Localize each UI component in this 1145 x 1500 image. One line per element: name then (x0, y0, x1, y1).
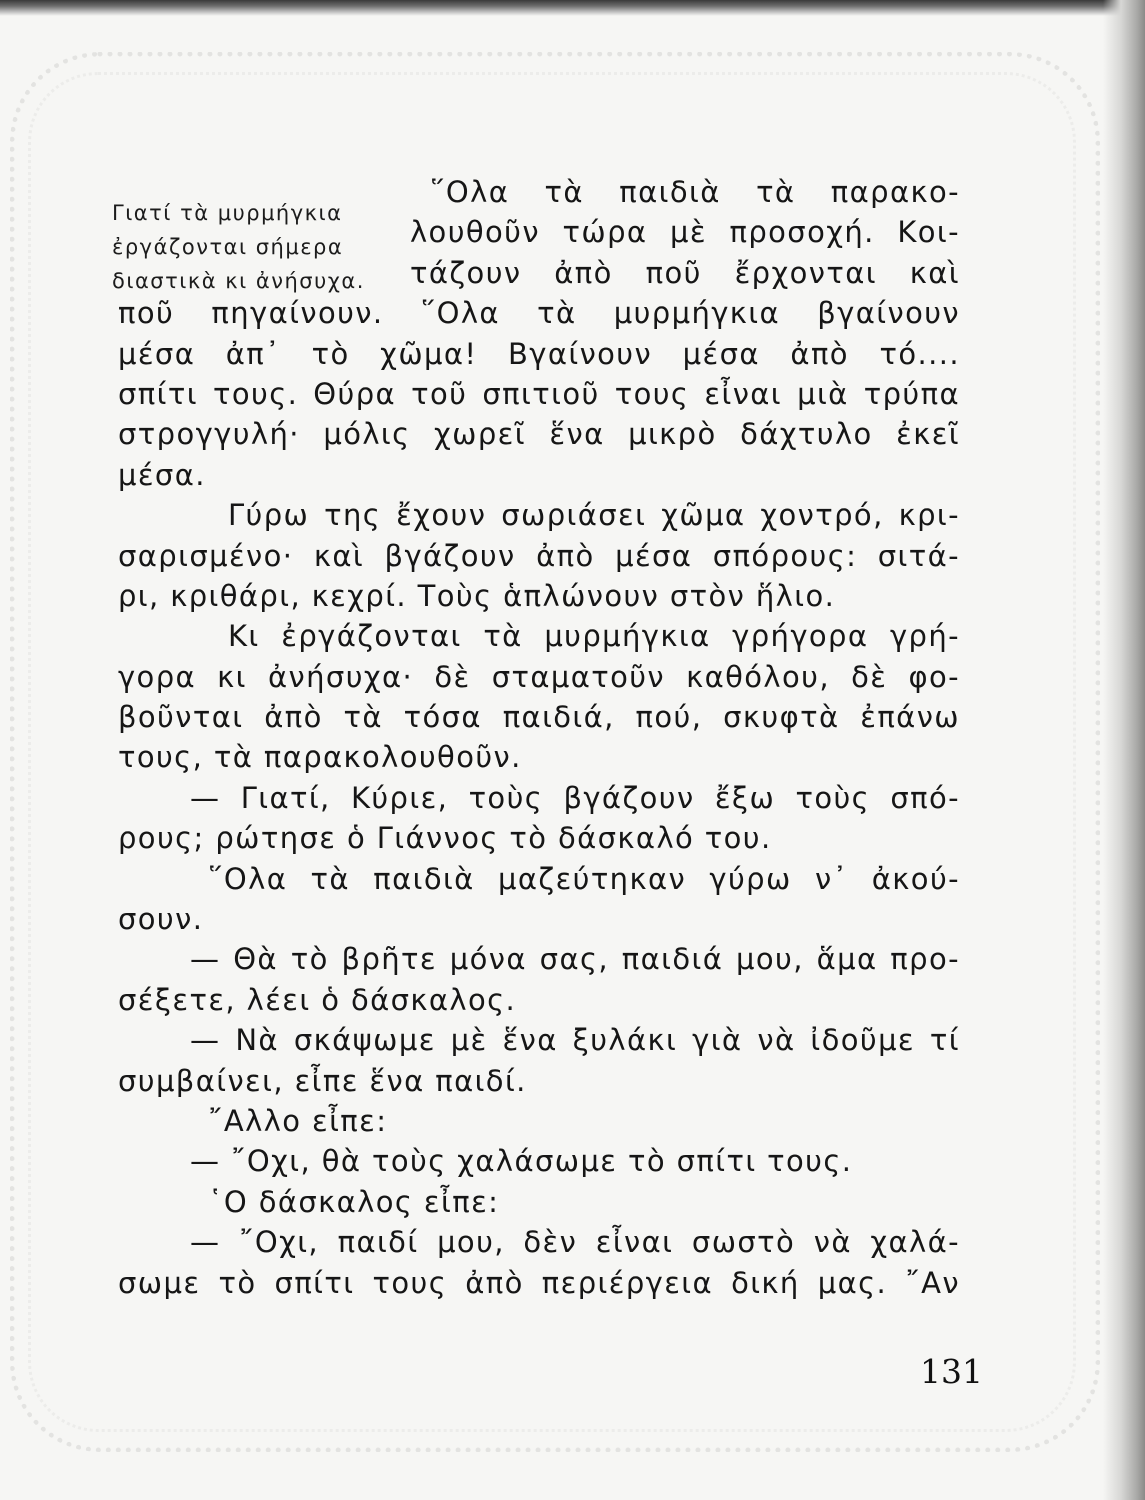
page-number: 131 (920, 1352, 983, 1391)
text-line: Κι ἐργάζονται τὰ μυρμήγκια γρήγορα γρή- (228, 619, 960, 654)
text-line: σέξετε, λέει ὁ δάσκαλος. (118, 982, 517, 1017)
text-line: — ῎Οχι, θὰ τοὺς χαλάσωμε τὸ σπίτι τους. (190, 1144, 853, 1179)
body-text (118, 172, 960, 1303)
text-line: βοῦνται ἀπὸ τὰ τόσα παιδιά, πού, σκυφτὰ ἐπάνω (118, 700, 960, 735)
text-line: σαρισμένο· καὶ βγάζουν ἀπὸ μέσα σπόρους: σιτά- (118, 538, 960, 573)
scanned-page-right-edge (1103, 0, 1145, 1500)
text-line: μέσα. (118, 457, 206, 492)
text-line: ποῦ πηγαίνουν. ῞Ολα τὰ μυρμήγκια βγαίνουν (118, 296, 960, 331)
margin-note-line: Γιατί τὰ μυρμήγκια (112, 201, 343, 225)
text-line: ῞Ολα τὰ παιδιὰ τὰ παρακο- (430, 175, 960, 209)
text-line: ρους; ρώτησε ὁ Γιάννος τὸ δάσκαλό του. (118, 821, 772, 856)
text-line: ῾Ο δάσκαλος εἶπε: (208, 1184, 500, 1219)
text-line: γορα κι ἀνήσυχα· δὲ σταματοῦν καθόλου, δὲ φο- (118, 659, 960, 694)
text-line: τάζουν ἀπὸ ποῦ ἔρχονται καὶ (410, 255, 960, 290)
text-line: — Νὰ σκάψωμε μὲ ἕνα ξυλάκι γιὰ νὰ ἰδοῦμε τί (190, 1023, 960, 1058)
text-line: — ῎Οχι, παιδί μου, δὲν εἶναι σωστὸ νὰ χαλά- (190, 1225, 960, 1260)
text-line: λουθοῦν τώρα μὲ προσοχή. Κοι- (410, 215, 960, 250)
text-line: — Θὰ τὸ βρῆτε μόνα σας, παιδιά μου, ἅμα προ- (190, 942, 960, 977)
text-line: σπίτι τους. Θύρα τοῦ σπιτιοῦ τους εἶναι μιὰ τρύπα (118, 376, 960, 411)
text-line: ῎Αλλο εἶπε: (208, 1103, 388, 1138)
text-line: Γύρω της ἔχουν σωριάσει χῶμα χοντρό, κρι- (228, 498, 960, 533)
text-line: — Γιατί, Κύριε, τοὺς βγάζουν ἔξω τοὺς σπό- (190, 780, 960, 815)
margin-note-line: διαστικὰ κι ἀνήσυχα. (112, 269, 365, 293)
text-line: ρι, κριθάρι, κεχρί. Τοὺς ἁπλώνουν στὸν ἥλιο. (118, 578, 836, 613)
text-line: στρογγυλή· μόλις χωρεῖ ἕνα μικρὸ δάχτυλο ἐκεῖ (118, 417, 960, 452)
text-line: μέσα ἀπ᾿ τὸ χῶμα! Βγαίνουν μέσα ἀπὸ τό.... (118, 336, 960, 371)
text-line: συμβαίνει, εἶπε ἕνα παιδί. (118, 1063, 527, 1098)
margin-note-line: ἐργάζονται σήμερα (112, 235, 344, 259)
text-line: σουν. (118, 902, 204, 937)
text-line: τους, τὰ παρακολουθοῦν. (118, 740, 522, 775)
text-line: σωμε τὸ σπίτι τους ἀπὸ περιέργεια δική μας. ῎Αν (118, 1265, 960, 1300)
text-line: ῞Ολα τὰ παιδιὰ μαζεύτηκαν γύρω ν᾿ ἀκού- (208, 861, 960, 896)
scanned-page-top-edge (0, 0, 1145, 16)
